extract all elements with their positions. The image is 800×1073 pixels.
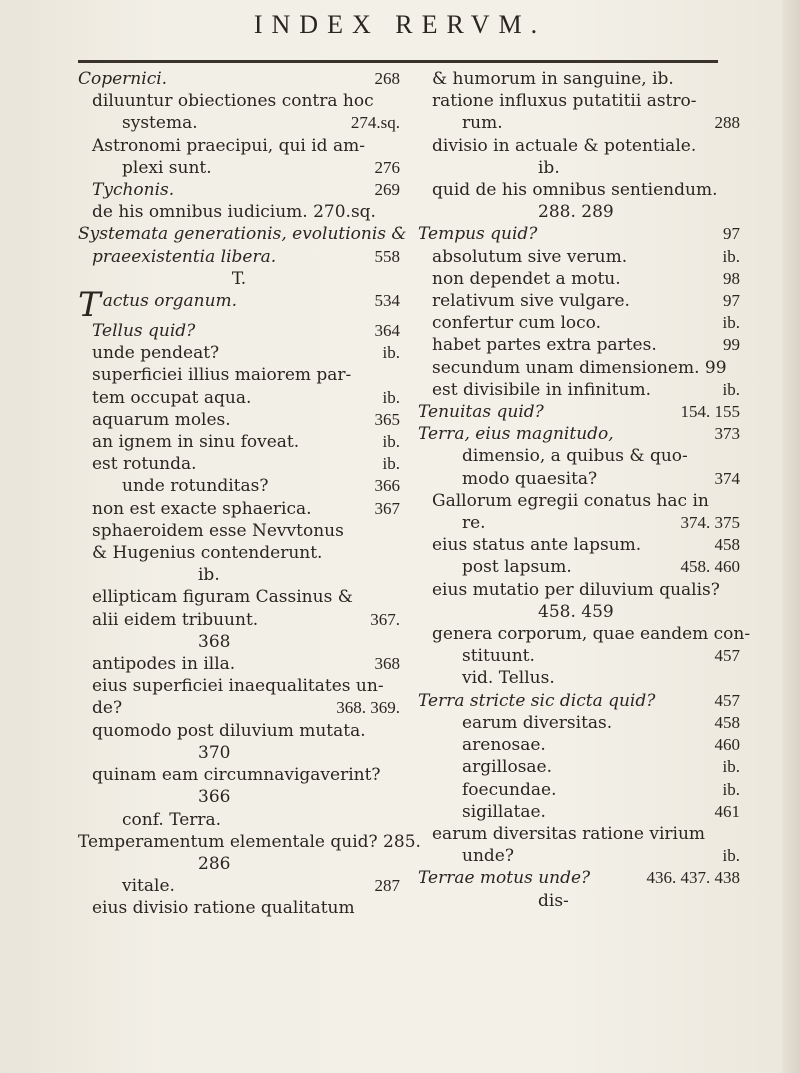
entry-text: ib.: [538, 157, 560, 178]
index-column-left: [78, 68, 421, 920]
entry-text: antipodes in illa.: [92, 654, 236, 675]
entry-page-number: 366: [374, 476, 400, 496]
index-entry: [418, 179, 740, 201]
index-entry: [78, 631, 400, 653]
entry-page-number: 287: [374, 876, 400, 896]
index-entry: [418, 712, 740, 734]
entry-page-number: 367.: [370, 609, 400, 629]
entry-text: superficiei illius maiorem par-: [92, 365, 352, 386]
entry-text: Tychonis.: [92, 180, 175, 201]
index-entry: [418, 401, 740, 423]
index-entry: [418, 268, 740, 290]
index-entry: [418, 423, 740, 445]
entry-page-number: 269: [374, 180, 400, 200]
index-entry: [418, 645, 740, 667]
entry-page-number: ib.: [382, 454, 400, 474]
entry-text: relativum sive vulgare.: [432, 291, 630, 312]
entry-text: non dependet a motu.: [432, 268, 621, 289]
entry-text: Systemata generationis, evolutionis &: [78, 224, 407, 245]
entry-page-number: 368: [374, 654, 400, 674]
entry-text: Gallorum egregii conatus hac in: [432, 490, 709, 511]
entry-text: de?: [92, 698, 123, 719]
index-entry: [418, 334, 740, 356]
index-entry: [418, 490, 740, 512]
entry-text: conf. Terra.: [122, 809, 222, 830]
entry-text: quinam eam circumnavigaverint?: [92, 765, 381, 786]
entry-text: dis-: [538, 890, 569, 911]
entry-page-number: 458: [714, 712, 740, 732]
index-entry: [78, 564, 400, 586]
index-entry: [418, 890, 740, 912]
entry-page-number: ib.: [382, 387, 400, 407]
entry-page-number: 460: [714, 735, 740, 755]
index-entry: [418, 579, 740, 601]
index-entry: [78, 223, 407, 245]
entry-text: est rotunda.: [92, 454, 197, 475]
index-entry: [78, 68, 400, 90]
entry-text: earum diversitas ratione virium: [432, 823, 706, 844]
entry-text: de his omnibus iudicium. 270.sq.: [92, 202, 376, 223]
index-entry: [418, 779, 740, 801]
index-entry: [418, 379, 740, 401]
entry-page-number: 367: [374, 498, 400, 518]
entry-page-number: 99: [723, 335, 740, 355]
index-entry: [78, 853, 400, 875]
index-entry: [78, 320, 400, 342]
entry-page-number: 364: [374, 321, 400, 341]
index-entry: [78, 586, 400, 608]
index-entry: [418, 601, 740, 623]
index-entry: [418, 556, 740, 578]
index-entry: [78, 675, 400, 697]
entry-text: habet partes extra partes.: [432, 335, 657, 356]
entry-page-number: 458. 460: [680, 557, 740, 577]
entry-page-number: ib.: [722, 379, 740, 399]
entry-text: unde?: [462, 846, 514, 867]
entry-text: Tempus quid?: [418, 224, 538, 245]
entry-text: 286: [198, 853, 231, 874]
entry-text: Astronomi praecipui, qui id am-: [92, 135, 365, 156]
index-entry: [78, 431, 400, 453]
index-entry: [418, 223, 740, 245]
index-entry: [78, 875, 400, 897]
entry-page-number: 457: [714, 646, 740, 666]
entry-text: & Hugenius contenderunt.: [92, 543, 323, 564]
index-entry: [78, 90, 400, 112]
index-entry: [418, 667, 740, 689]
index-entry: [418, 246, 740, 268]
index-entry: [418, 623, 751, 645]
entry-text: Copernici.: [78, 69, 168, 89]
entry-page-number: 97: [723, 291, 740, 311]
entry-text: plexi sunt.: [122, 157, 212, 178]
entry-text: & humorum in sanguine, ib.: [432, 69, 674, 89]
index-entry: [418, 157, 740, 179]
index-entry: [78, 786, 400, 808]
entry-text: vid. Tellus.: [462, 668, 555, 689]
entry-text: 366: [198, 787, 231, 808]
entry-page-number: 374. 375: [680, 513, 740, 533]
entry-text: eius divisio ratione qualitatum: [92, 898, 355, 919]
entry-text: Terra stricte sic dicta quid?: [418, 690, 656, 711]
entry-text: Tenuitas quid?: [418, 402, 544, 423]
entry-text: diluuntur obiectiones contra hoc: [92, 91, 374, 112]
index-entry: [418, 201, 740, 223]
entry-text: ratione influxus putatitii astro-: [432, 91, 697, 112]
entry-text: secundum unam dimensionem. 99: [432, 357, 727, 378]
entry-text: non est exacte sphaerica.: [92, 498, 312, 519]
entry-text: alii eidem tribuunt.: [92, 609, 259, 630]
entry-page-number: ib.: [722, 313, 740, 333]
index-entry: [78, 285, 400, 326]
index-entry: [418, 357, 740, 379]
index-entry: [78, 409, 400, 431]
entry-text: an ignem in sinu foveat.: [92, 432, 300, 453]
entry-page-number: ib.: [722, 846, 740, 866]
entry-text: confertur cum loco.: [432, 313, 602, 334]
index-entry: [78, 520, 400, 542]
index-entry: [78, 809, 400, 831]
entry-text: argillosae.: [462, 757, 553, 778]
page-edge: [782, 0, 800, 1073]
entry-text: T.: [231, 268, 247, 289]
entry-page-number: 97: [723, 224, 740, 244]
index-entry: [418, 756, 740, 778]
index-entry: [78, 742, 400, 764]
entry-text: post lapsum.: [462, 557, 572, 578]
entry-page-number: 288: [714, 113, 740, 133]
entry-text: aquarum moles.: [92, 409, 231, 430]
index-entry: [78, 201, 400, 223]
entry-text: dimensio, a quibus & quo-: [462, 446, 688, 467]
entry-text: 288. 289: [538, 202, 614, 223]
index-entry: [78, 246, 400, 268]
entry-page-number: 436. 437. 438: [646, 868, 740, 888]
entry-text: 368: [198, 631, 231, 652]
entry-text: unde rotunditas?: [122, 476, 269, 497]
entry-page-number: 374: [714, 468, 740, 488]
index-entry: [418, 845, 740, 867]
entry-page-number: 368. 369.: [336, 698, 400, 718]
entry-page-number: ib.: [722, 246, 740, 266]
index-entry: [418, 867, 740, 889]
index-entry: [78, 897, 400, 919]
entry-text: stituunt.: [462, 646, 535, 667]
index-entry: [418, 801, 740, 823]
index-entry: [78, 498, 400, 520]
index-entry: [78, 697, 400, 719]
entry-page-number: 461: [714, 801, 740, 821]
index-entry: [78, 268, 400, 290]
entry-page-number: ib.: [382, 432, 400, 452]
entry-page-number: 276: [374, 157, 400, 177]
index-entry: [78, 157, 400, 179]
entry-text: genera corporum, quae eandem con-: [432, 624, 751, 645]
index-entry: [78, 179, 400, 201]
index-entry: [78, 764, 400, 786]
entry-page-number: 373: [714, 424, 740, 444]
index-entry: [418, 90, 740, 112]
index-entry: [418, 445, 740, 467]
entry-text: divisio in actuale & potentiale.: [432, 135, 697, 156]
entry-text: systema.: [122, 113, 198, 134]
entry-page-number: 534: [374, 291, 400, 311]
entry-text: praeexistentia libera.: [92, 246, 277, 267]
entry-text: est divisibile in infinitum.: [432, 379, 651, 400]
index-entry: [78, 342, 400, 364]
entry-text: vitale.: [122, 876, 175, 897]
index-entry: [418, 734, 740, 756]
entry-text: 458. 459: [538, 601, 614, 622]
drop-cap-letter: T: [78, 285, 101, 326]
entry-text: unde pendeat?: [92, 343, 220, 364]
entry-text: re.: [462, 513, 486, 534]
header-rule: [78, 60, 718, 63]
index-entry: [78, 609, 400, 631]
entry-text: eius mutatio per diluvium qualis?: [432, 579, 720, 600]
entry-text: sphaeroidem esse Nevvtonus: [92, 520, 344, 541]
index-entry: [418, 290, 740, 312]
entry-text: eius superficiei inaequalitates un-: [92, 676, 384, 697]
index-column-right: [418, 68, 751, 912]
running-head: INDEX RERVM.: [253, 10, 547, 39]
entry-page-number: ib.: [382, 343, 400, 363]
entry-page-number: ib.: [722, 779, 740, 799]
entry-text: tem occupat aqua.: [92, 387, 252, 408]
entry-text: Terrae motus unde?: [418, 868, 591, 889]
entry-text: 370: [198, 742, 231, 763]
entry-text: quomodo post diluvium mutata.: [92, 720, 366, 741]
entry-page-number: 268: [374, 69, 400, 88]
entry-text: eius status ante lapsum.: [432, 535, 642, 556]
index-entry: [78, 364, 400, 386]
entry-text: Tellus quid?: [92, 321, 196, 342]
entry-page-number: 274.sq.: [350, 113, 400, 133]
entry-text: Temperamentum elementale quid? 285.: [78, 831, 421, 852]
entry-page-number: 558: [374, 246, 400, 266]
index-entry: [418, 690, 740, 712]
index-entry: [78, 135, 400, 157]
entry-text: foecundae.: [462, 779, 557, 800]
entry-text: Terra, eius magnitudo,: [418, 424, 614, 445]
index-entry: [78, 387, 400, 409]
index-entry: [418, 512, 740, 534]
entry-text: ellipticam figuram Cassinus &: [92, 587, 353, 608]
entry-text: quid de his omnibus sentiendum.: [432, 180, 718, 201]
entry-page-number: 98: [723, 268, 740, 288]
entry-text: arenosae.: [462, 735, 546, 756]
entry-page-number: 154. 155: [680, 402, 740, 422]
index-entry: [78, 831, 421, 853]
index-entry: [418, 112, 740, 134]
entry-text: modo quaesita?: [462, 468, 598, 489]
drop-cap-rest: actus organum.: [102, 291, 238, 312]
index-entry: [78, 112, 400, 134]
index-entry: [418, 534, 740, 556]
entry-text: rum.: [462, 113, 503, 134]
index-entry: [78, 453, 400, 475]
index-entry: [418, 312, 740, 334]
entry-text: ib.: [198, 565, 220, 586]
entry-page-number: ib.: [722, 757, 740, 777]
index-entry: [78, 653, 400, 675]
entry-text: [78, 285, 238, 326]
entry-text: sigillatae.: [462, 801, 546, 822]
entry-page-number: 457: [714, 690, 740, 710]
entry-page-number: 458: [714, 535, 740, 555]
index-entry: [418, 68, 740, 90]
index-entry: [418, 135, 740, 157]
entry-page-number: 365: [374, 409, 400, 429]
index-entry: [78, 475, 400, 497]
entry-text: absolutum sive verum.: [432, 246, 628, 267]
index-entry: [78, 720, 400, 742]
index-entry: [78, 542, 400, 564]
index-entry: [418, 823, 740, 845]
index-entry: [418, 468, 740, 490]
entry-text: earum diversitas.: [462, 712, 613, 733]
